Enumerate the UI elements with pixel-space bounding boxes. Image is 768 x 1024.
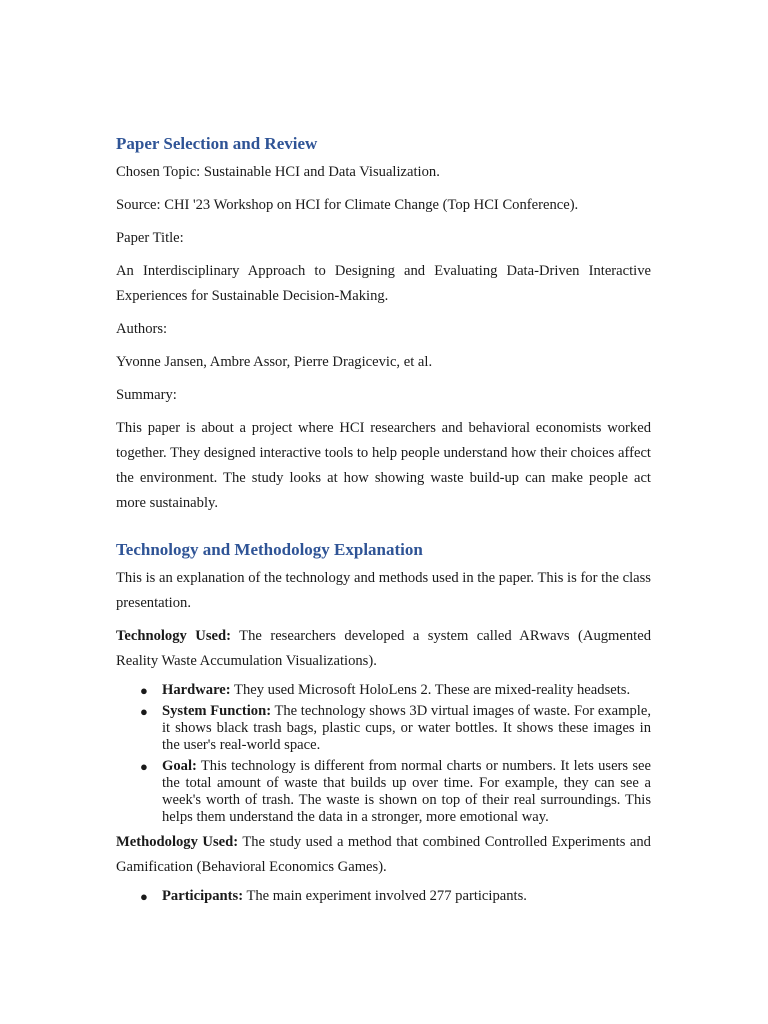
list-item-label: Participants: — [162, 888, 244, 904]
section-heading-technology: Technology and Methodology Explanation — [116, 540, 423, 559]
methodology-used-label: Methodology Used: — [116, 834, 239, 850]
technology-used — [116, 624, 651, 674]
paper-title: An Interdisciplinary Approach to Designing and Evaluating Data-Driven Interactive Experiences for Sustainable Decision-Making. — [116, 263, 651, 304]
authors-label: Authors: — [116, 321, 168, 337]
paper-title-label: Paper Title: — [116, 230, 184, 246]
list-item-text: The technology shows 3D virtual images of waste. For example, it shows black trash bags, plastic cups, or water bottles. It shows these images in the user's real-world space. — [162, 703, 651, 753]
chosen-topic: Chosen Topic: Sustainable HCI and Data Visualization. — [116, 164, 440, 180]
methodology-list — [116, 888, 651, 905]
technology-used-label: Technology Used: — [116, 628, 231, 644]
bullet-icon: ● — [140, 683, 148, 698]
list-item-label: Goal: — [162, 758, 197, 774]
section2-intro: This is an explanation of the technology and methods used in the paper. This is for the class presentation. — [116, 570, 651, 611]
methodology-used — [116, 830, 651, 880]
list-item — [140, 888, 651, 905]
list-item-label: System Function: — [162, 703, 272, 719]
bullet-icon: ● — [140, 759, 148, 774]
list-item — [140, 758, 651, 826]
list-item-text: The main experiment involved 277 participants. — [243, 888, 527, 904]
authors: Yvonne Jansen, Ambre Assor, Pierre Dragicevic, et al. — [116, 354, 433, 370]
technology-used-text: The researchers developed a system called ARwavs (Augmented Reality Waste Accumulation Visualizations). — [116, 628, 651, 669]
section-heading-paper-selection: Paper Selection and Review — [116, 134, 318, 153]
summary-label: Summary: — [116, 387, 177, 403]
list-item-text: They used Microsoft HoloLens 2. These are mixed-reality headsets. — [230, 682, 631, 698]
summary: This paper is about a project where HCI researchers and behavioral economists worked together. They designed interactive tools to help people understand how their choices affect the environment. The study looks at how showing waste build-up can make people act more sustainably. — [116, 420, 651, 511]
methodology-used-text: The study used a method that combined Controlled Experiments and Gamification (Behavioral Economics Games). — [116, 834, 651, 875]
technology-list — [116, 682, 651, 826]
list-item-text: This technology is different from normal charts or numbers. It lets users see the total amount of waste that builds up over time. For example, they can see a week's worth of trash. The waste is shown on top of their real surroundings. This helps them understand the data in a stronger, more emotional way. — [162, 758, 651, 825]
list-item — [140, 703, 651, 754]
bullet-icon: ● — [140, 889, 148, 904]
list-item — [140, 682, 651, 699]
source: Source: CHI '23 Workshop on HCI for Climate Change (Top HCI Conference). — [116, 197, 579, 213]
bullet-icon: ● — [140, 704, 148, 719]
list-item-label: Hardware: — [162, 682, 231, 698]
